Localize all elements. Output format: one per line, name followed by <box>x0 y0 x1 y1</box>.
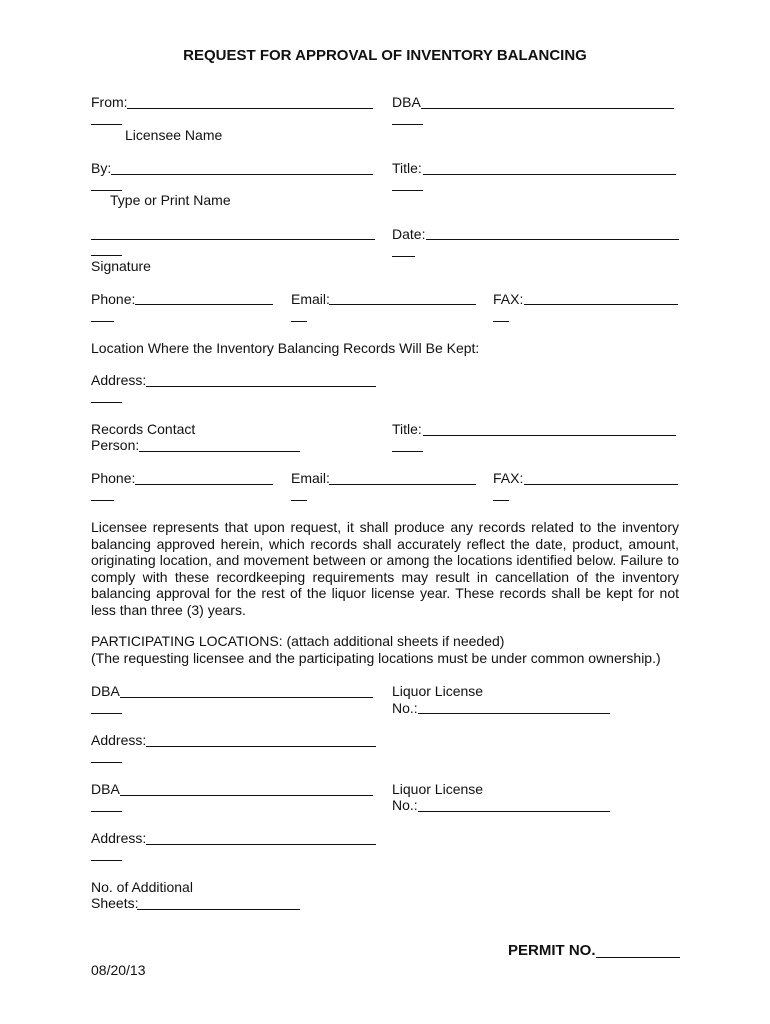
date-field[interactable] <box>426 239 679 240</box>
phone-label: Phone: <box>91 291 136 307</box>
records-phone-field[interactable] <box>135 484 273 485</box>
records-contact-person-label: Person: <box>91 437 140 453</box>
form-revision-date: 08/20/13 <box>91 962 146 978</box>
signature-field-continuation <box>91 255 122 256</box>
from-field-continuation <box>91 124 122 125</box>
records-phone-continuation <box>91 500 114 501</box>
records-title-field[interactable] <box>423 435 676 436</box>
by-field[interactable] <box>111 174 373 175</box>
title-field[interactable] <box>423 174 676 175</box>
location-1-license-label: Liquor License <box>392 683 484 699</box>
records-email-continuation <box>291 500 307 501</box>
dba-label: DBA <box>392 94 421 110</box>
additional-sheets-field[interactable] <box>137 909 300 910</box>
records-title-label: Title: <box>392 421 422 437</box>
location-2-address-field[interactable] <box>146 844 376 845</box>
signature-label: Signature <box>91 258 151 274</box>
fax-label: FAX: <box>493 291 524 307</box>
phone-field[interactable] <box>135 304 273 305</box>
location-1-license-no-label: No.: <box>392 700 418 716</box>
location-1-address-label: Address: <box>91 732 147 748</box>
records-fax-field[interactable] <box>524 484 678 485</box>
permit-no-label: PERMIT NO. <box>508 942 596 959</box>
print-name-label: Type or Print Name <box>110 192 231 208</box>
records-title-continuation <box>392 451 423 452</box>
records-address-field[interactable] <box>146 386 376 387</box>
location-1-dba-field[interactable] <box>120 697 373 698</box>
additional-sheets-label-2: Sheets: <box>91 895 139 911</box>
title-field-continuation <box>392 190 423 191</box>
email-field-continuation <box>291 321 307 322</box>
additional-sheets-label: No. of Additional <box>91 879 193 895</box>
location-1-license-field[interactable] <box>418 713 610 714</box>
location-2-license-no-label: No.: <box>392 797 418 813</box>
fax-field-continuation <box>493 321 509 322</box>
participating-note: (The requesting licensee and the participating locations must be under common ownership.) <box>91 650 661 666</box>
records-contact-label: Records Contact <box>91 421 196 437</box>
fax-field[interactable] <box>524 304 678 305</box>
from-label: From: <box>91 94 128 110</box>
permit-no-field[interactable] <box>596 957 680 958</box>
location-2-address-continuation <box>91 860 122 861</box>
participating-heading: PARTICIPATING LOCATIONS: (attach additional sheets if needed) <box>91 633 505 649</box>
email-label: Email: <box>291 291 330 307</box>
records-contact-person-field[interactable] <box>139 451 300 452</box>
location-2-license-field[interactable] <box>418 811 610 812</box>
location-2-address-label: Address: <box>91 830 147 846</box>
date-field-continuation <box>392 256 415 257</box>
records-fax-continuation <box>493 500 509 501</box>
licensee-name-label: Licensee Name <box>125 127 223 143</box>
dba-field-continuation <box>392 124 423 125</box>
location-1-dba-label: DBA <box>91 683 120 699</box>
date-label: Date: <box>392 226 426 242</box>
phone-field-continuation <box>91 321 114 322</box>
records-email-label: Email: <box>291 470 330 486</box>
location-2-dba-continuation <box>91 811 122 812</box>
records-terms-paragraph: Licensee represents that upon request, it shall produce any records related to the inventory balancing approved herein, which records shall accurately reflect the date, product, amount, originating location, and movement between or among the locations identified below. Failure to comply with these recordkeeping requirements may result in cancellation of the inventory balancing approval for the rest of the liquor license year. These records shall be kept for not less than three (3) years. <box>91 519 679 618</box>
location-2-dba-field[interactable] <box>120 795 373 796</box>
location-heading: Location Where the Inventory Balancing Records Will Be Kept: <box>91 340 480 356</box>
location-2-license-label: Liquor License <box>392 781 484 797</box>
from-field[interactable] <box>127 108 373 109</box>
records-fax-label: FAX: <box>493 470 524 486</box>
records-phone-label: Phone: <box>91 470 136 486</box>
form-title: REQUEST FOR APPROVAL OF INVENTORY BALANCING <box>183 47 587 64</box>
by-field-continuation <box>91 190 122 191</box>
records-email-field[interactable] <box>329 484 476 485</box>
location-1-address-field[interactable] <box>146 746 376 747</box>
location-1-address-continuation <box>91 762 122 763</box>
location-2-dba-label: DBA <box>91 781 120 797</box>
email-field[interactable] <box>329 304 476 305</box>
records-address-continuation <box>91 402 122 403</box>
signature-field[interactable] <box>91 239 375 240</box>
dba-field[interactable] <box>421 108 674 109</box>
title-label: Title: <box>392 160 422 176</box>
location-1-dba-continuation <box>91 713 122 714</box>
records-address-label: Address: <box>91 372 147 388</box>
by-label: By: <box>91 160 112 176</box>
